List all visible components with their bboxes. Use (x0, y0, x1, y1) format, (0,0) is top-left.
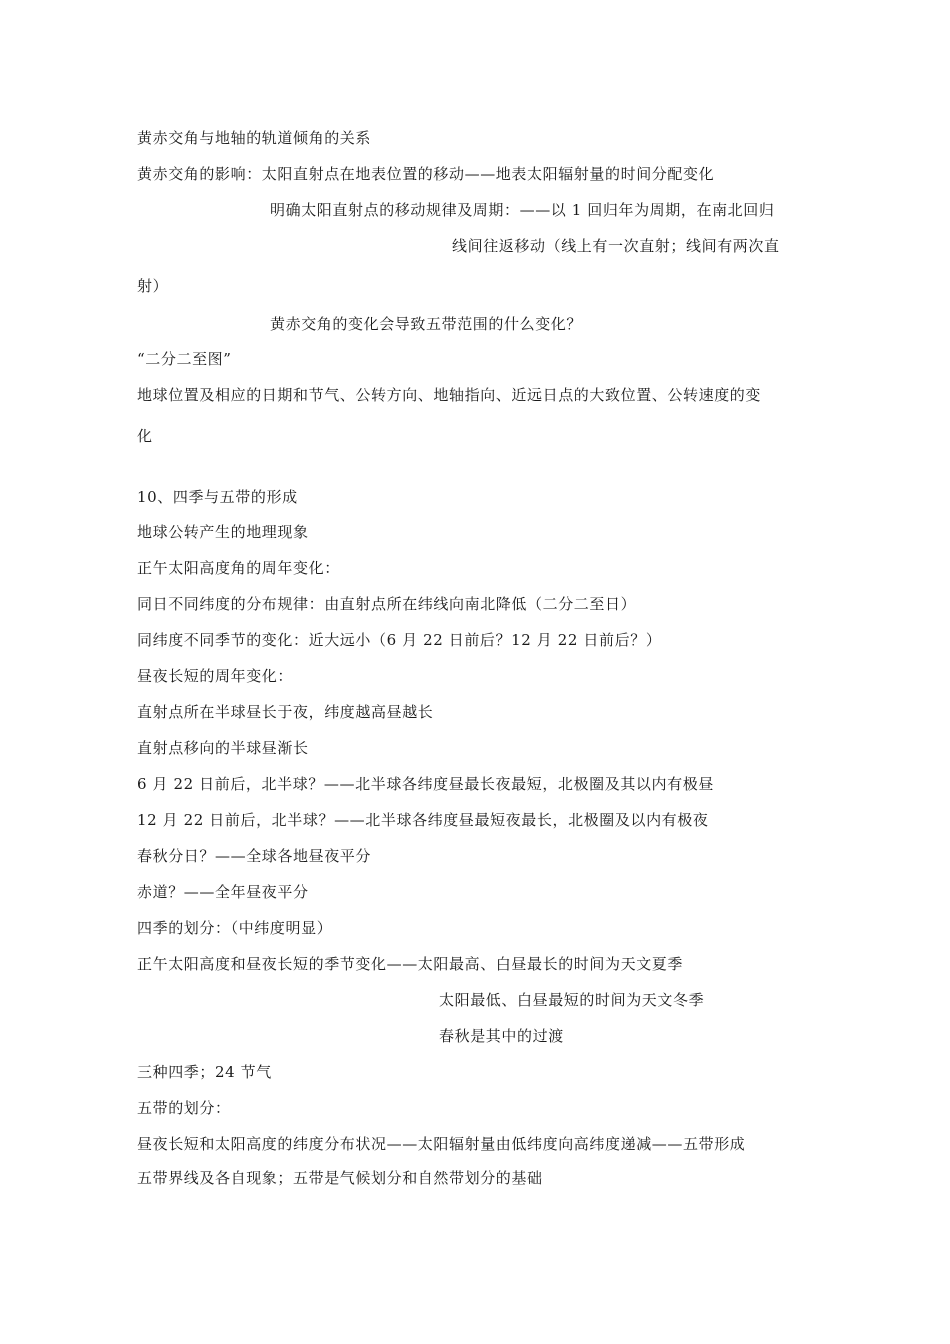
text-line: 三种四季；24 节气 (137, 1063, 272, 1081)
text-line: 同日不同纬度的分布规律：由直射点所在纬线向南北降低（二分二至日） (137, 595, 637, 613)
text-line: 黄赤交角的影响：太阳直射点在地表位置的移动——地表太阳辐射量的时间分配变化 (137, 165, 715, 183)
text-line: 射） (137, 277, 169, 295)
text-line: 12 月 22 日前后，北半球？——北半球各纬度昼最短夜最长，北极圈及以内有极夜 (137, 811, 709, 829)
text-line: 赤道？——全年昼夜平分 (137, 883, 309, 901)
text-line: 五带界线及各自现象；五带是气候划分和自然带划分的基础 (137, 1169, 543, 1187)
text-line: 昼夜长短和太阳高度的纬度分布状况——太阳辐射量由低纬度向高纬度递减——五带形成 (137, 1135, 746, 1153)
text-line: 五带的划分： (137, 1099, 231, 1117)
text-line: 线间往返移动（线上有一次直射；线间有两次直 (452, 237, 780, 255)
text-line: 正午太阳高度和昼夜长短的季节变化——太阳最高、白昼最长的时间为天文夏季 (137, 955, 684, 973)
text-line: 黄赤交角与地轴的轨道倾角的关系 (137, 129, 372, 147)
text-line: 地球位置及相应的日期和节气、公转方向、地轴指向、近远日点的大致位置、公转速度的变 (137, 386, 762, 404)
text-line: 同纬度不同季节的变化：近大远小（6 月 22 日前后？12 月 22 日前后？） (137, 631, 662, 649)
text-line: 春秋是其中的过渡 (439, 1027, 564, 1045)
text-line: 明确太阳直射点的移动规律及周期：——以 1 回归年为周期，在南北回归 (270, 201, 775, 219)
text-line: 四季的划分：（中纬度明显） (137, 919, 333, 937)
text-line: 直射点所在半球昼长于夜，纬度越高昼越长 (137, 703, 434, 721)
text-line: 春秋分日？——全球各地昼夜平分 (137, 847, 372, 865)
section-heading: 10、四季与五带的形成 (137, 488, 298, 506)
text-line: 黄赤交角的变化会导致五带范围的什么变化？ (270, 315, 583, 333)
text-line: 地球公转产生的地理现象 (137, 523, 309, 541)
text-line: 化 (137, 427, 153, 445)
text-line: 太阳最低、白昼最短的时间为天文冬季 (439, 991, 705, 1009)
text-line: 昼夜长短的周年变化： (137, 667, 294, 685)
text-line: 直射点移向的半球昼渐长 (137, 739, 309, 757)
text-line: “二分二至图” (137, 350, 232, 368)
text-line: 6 月 22 日前后，北半球？——北半球各纬度昼最长夜最短，北极圈及其以内有极昼 (137, 775, 714, 793)
text-line: 正午太阳高度角的周年变化： (137, 559, 340, 577)
